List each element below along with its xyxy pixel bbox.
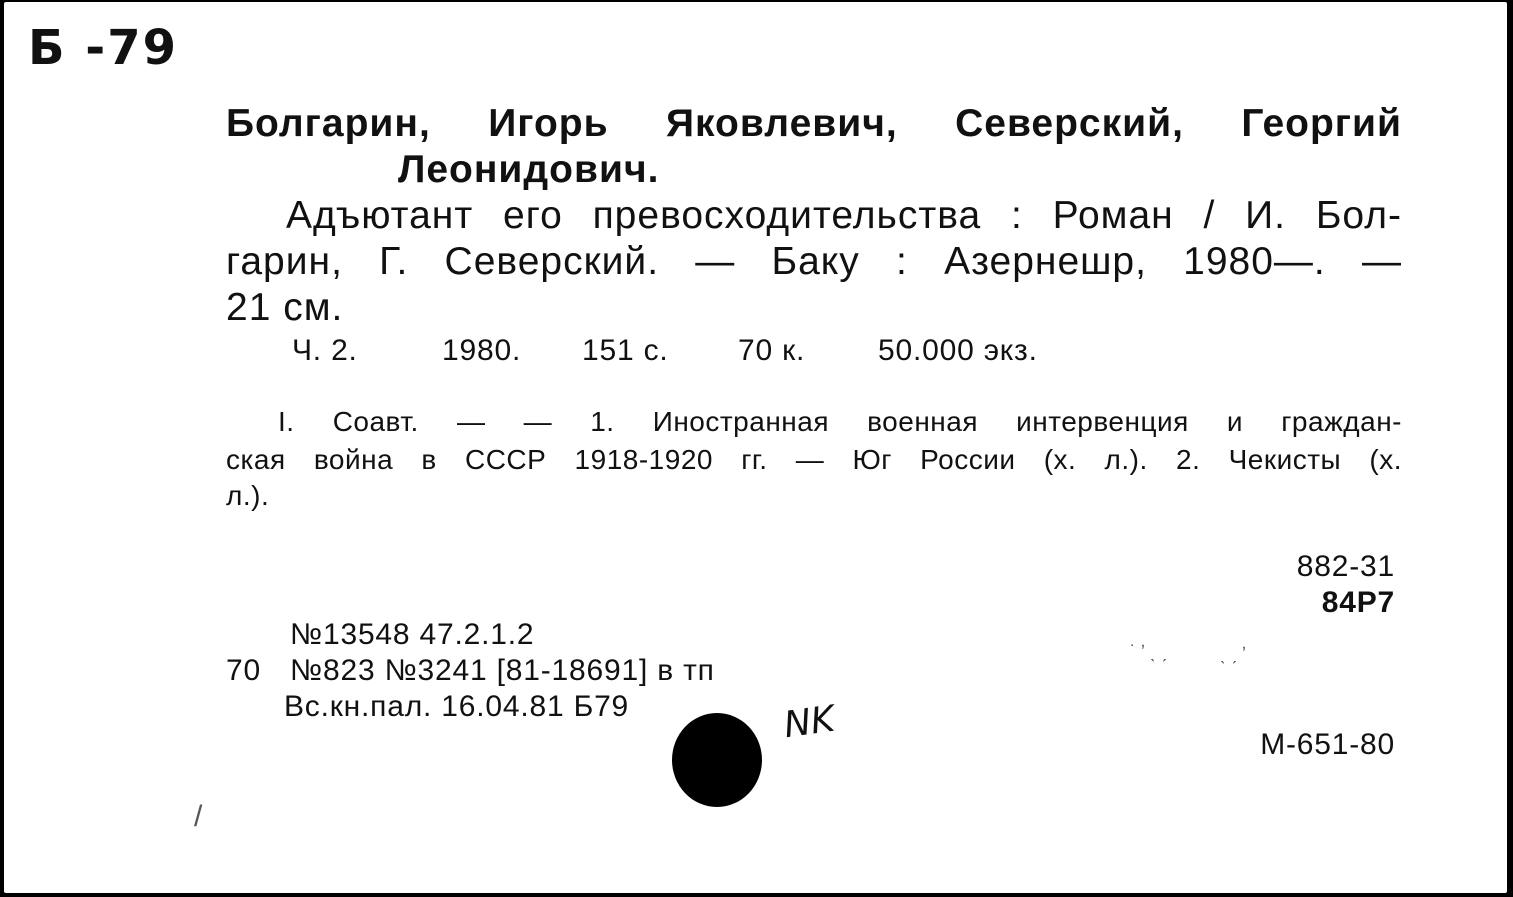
subjects-line1: I. Соавт. — — 1. Иностранная военная интервенция и граждан- (278, 406, 1402, 437)
heading-word: Болгарин, (226, 102, 431, 145)
heading-word: Игорь (488, 102, 609, 145)
part-year: 1980. (442, 334, 522, 367)
part-copies: 50.000 экз. (878, 334, 1038, 367)
subjects-line3: л.). (226, 480, 270, 511)
part-price: 70 к. (738, 334, 806, 367)
part-number: Ч. 2. (292, 334, 358, 367)
record-line1: №13548 47.2.1.2 (290, 618, 535, 651)
subjects-line2: ская война в СССР 1918-1920 гг. — Юг России (х. л.). 2. Чекисты (х. (226, 444, 1402, 475)
heading-word: Яковлевич, (665, 102, 898, 145)
record-line2: №823 №3241 [81-18691] в тп (290, 654, 715, 687)
bbk-code: 84Р7 (1321, 586, 1395, 619)
record-line3: Вс.кн.пал. 16.04.81 Б79 (284, 690, 630, 723)
part-pages: 151 с. (582, 334, 669, 367)
heading-word: Георгий (1241, 102, 1402, 145)
catalog-number: М-651-80 (1260, 728, 1395, 761)
title-line2: гарин, Г. Северский. — Баку : Азернешр, 1980—. — (226, 240, 1402, 283)
record-line2-prefix: 70 (226, 654, 261, 687)
handwritten-call-number: Б -79 (28, 20, 179, 76)
author-heading-line1 (226, 102, 1402, 146)
catalog-card: Б -79 Болгарин, Игорь Яковлевич, Северский, Георгий Леонидович. Адъютант его превосходительства : Роман / И. Бол- гарин, Г. Северский. — Баку : Азернешр, 1980—. — 21 см. Ч. 2. 1980. 151 с. 70 к. 50.000 экз. I. Соавт. — — 1. Иностранная военная интервенция и граждан- ская война в СССР 1918-1920 гг. — Юг России (х. л.). 2. Чекисты (х. л.). 882-31 84Р7 №13548 47.2.1.2 70 №823 №3241 [81-18691] в тп Вс.кн.пал. 16.04.81 Б79 NK ˙ ʼ ˎ ˏ ˎ ˏ ʼ / М-651-80 (4, 2, 1507, 893)
udc-code: 882-31 (1296, 550, 1395, 583)
handwritten-initials: NK (781, 698, 838, 747)
title-line1: Адъютант его превосходительства : Роман / И. Бол- (286, 194, 1402, 237)
author-heading-line2: Леонидович. (398, 148, 660, 191)
title-line3: 21 см. (226, 286, 344, 329)
punch-hole (672, 713, 762, 807)
heading-word: Северский, (955, 102, 1184, 145)
